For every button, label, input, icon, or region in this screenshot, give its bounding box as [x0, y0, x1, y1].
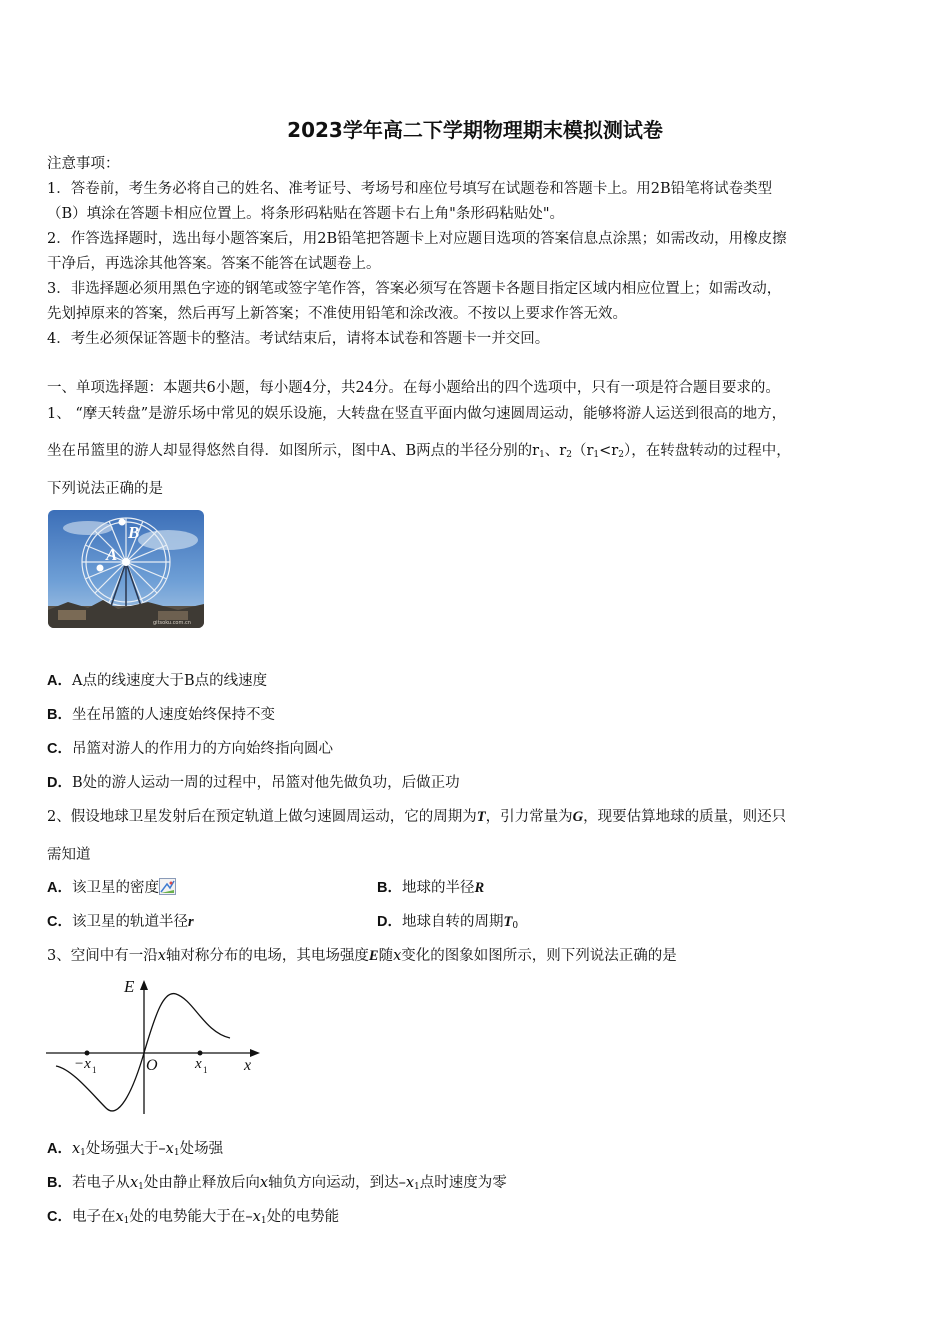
label-pos-x1-sub: 1: [203, 1065, 208, 1075]
q2-option-d: D．地球自转的周期$T_0$: [377, 914, 519, 931]
x-axis-arrow: [250, 1049, 260, 1057]
tick-pos-x1: [198, 1051, 203, 1056]
q1-option-d: D．B处的游人运动一周的过程中，吊篮对他先做负功，后做正功: [47, 775, 460, 791]
notice-line: （B）填涂在答题卡相应位置上。将条形码粘贴在答题卡右上角"条形码粘贴处"。: [47, 206, 564, 222]
q3-option-a: A．$x_1$处场强大于$-x_1$处场强: [47, 1141, 224, 1158]
origin-label: O: [146, 1057, 158, 1074]
axis-label-x: x: [244, 1057, 252, 1074]
broken-image-icon: [159, 878, 176, 895]
q3-option-c: C．电子在$x_1$处的电势能大于在$-x_1$处的电势能: [47, 1209, 340, 1226]
q2-option-c: C．该卫星的轨道半径r: [47, 914, 194, 930]
notice-line: 3．非选择题必须用黑色字迹的钢笔或签字笔作答，答案必须写在答题卡各题目指定区域内相应位置上；如需改动，: [47, 281, 782, 297]
tick-neg-x1: [85, 1051, 90, 1056]
q1-option-a: A．A点的线速度大于B点的线速度: [47, 673, 268, 689]
label-pos-x1: x: [195, 1056, 202, 1072]
q3-stem: 3、空间中有一沿x轴对称分布的电场，其电场强度E随x变化的图象如图所示，则下列说法正确的是: [47, 948, 677, 964]
q2-stem-line2: 需知道: [47, 847, 91, 863]
q1-stem-line3: 下列说法正确的是: [47, 481, 163, 497]
notice-line: 干净后，再选涂其他答案。答案不能答在试题卷上。: [47, 256, 381, 272]
notice-line: 先划掉原来的答案，然后再写上新答案；不准使用铅笔和涂改液。不按以上要求作答无效。: [47, 306, 627, 322]
section-heading: 一、单项选择题：本题共6小题，每小题4分，共24分。在每小题给出的四个选项中，只有一项是符合题目要求的。: [47, 380, 780, 396]
y-axis-arrow: [140, 980, 148, 990]
q2-stem-line1: 2、假设地球卫星发射后在预定轨道上做匀速圆周运动，它的周期为T，引力常量为G，现要估算地球的质量，则还只: [47, 809, 787, 825]
e-x-graph: [44, 974, 264, 1119]
q2-option-b: B．地球的半径R: [377, 880, 485, 896]
q3-option-b: B．若电子从$x_1$处由静止释放后向x轴负方向运动，到达$-x_1$点时速度为零: [47, 1175, 507, 1192]
q1-option-c: C．吊篮对游人的作用力的方向始终指向圆心: [47, 741, 333, 757]
ferris-wheel-photo: [48, 510, 204, 628]
label-neg-x1: −x: [74, 1056, 91, 1072]
q2-option-a: A．该卫星的密度: [47, 876, 176, 897]
watermark-text: gitsoku.com.cn: [153, 620, 191, 626]
field-curve: [56, 994, 230, 1111]
notice-line: 2．作答选择题时，选出每小题答案后，用2B铅笔把答题卡上对应题目选项的答案信息点涂黑；如需改动，用橡皮擦: [47, 231, 787, 247]
axis-label-e: E: [124, 977, 135, 996]
label-a: A: [106, 545, 118, 564]
q1-stem-line2: 坐在吊篮里的游人却显得悠然自得．如图所示，图中A、B两点的半径分别的$r_1$、$r_2(r_1<r_2)$，在转盘转动的过程中，: [47, 443, 791, 460]
page-title: 2023学年高二下学期物理期末模拟测试卷: [287, 118, 663, 142]
q1-stem-line1: 1、 “摩天转盘”是游乐场中常见的娱乐设施，大转盘在竖直平面内做匀速圆周运动，能够将游人运送到很高的地方，: [47, 406, 787, 422]
label-b: B: [128, 523, 140, 542]
label-neg-x1-sub: 1: [92, 1065, 97, 1075]
q1-option-b: B．坐在吊篮的人速度始终保持不变: [47, 707, 275, 723]
notice-line: 1．答卷前，考生务必将自己的姓名、准考证号、考场号和座位号填写在试题卷和答题卡上。用2B铅笔将试卷类型: [47, 181, 773, 197]
notice-line: 4．考生必须保证答题卡的整洁。考试结束后，请将本试卷和答题卡一并交回。: [47, 331, 550, 347]
notice-heading: 注意事项：: [47, 156, 120, 172]
